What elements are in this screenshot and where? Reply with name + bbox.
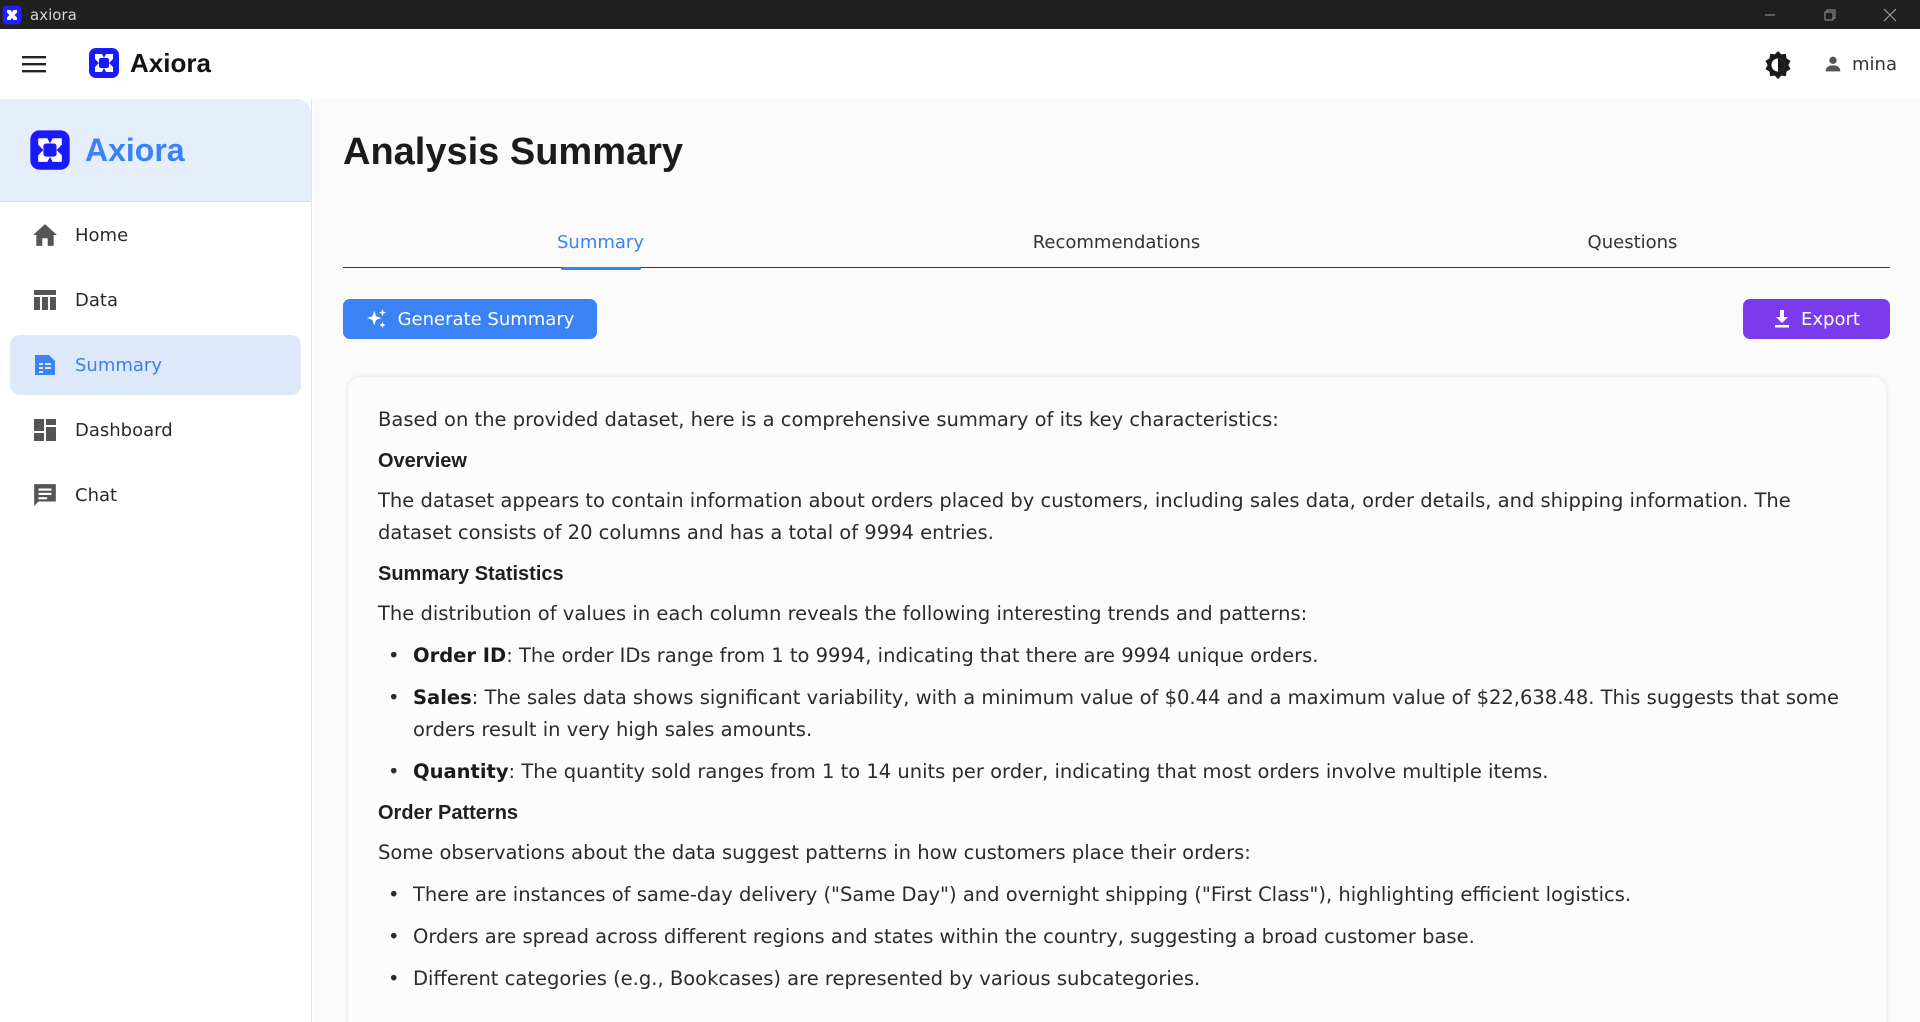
list-item [413, 682, 1858, 746]
axiora-logo-icon [29, 129, 71, 171]
list-item-text: : The order IDs range from 1 to 9994, indicating that there are 9994 unique orders. [506, 644, 1319, 667]
tab-summary[interactable] [343, 217, 858, 268]
restore-icon [1824, 9, 1836, 21]
tab-label: Summary [557, 232, 644, 253]
active-tab-indicator [561, 267, 641, 270]
list-item: • Different categories (e.g., Bookcases) are represented by various subcategories. [413, 963, 1858, 995]
menu-button[interactable] [18, 49, 50, 79]
sidebar-item-label: Dashboard [75, 419, 173, 441]
brightness-icon [1763, 50, 1793, 80]
hamburger-menu-icon [22, 54, 46, 74]
theme-toggle-button[interactable] [1762, 49, 1794, 81]
minimize-button[interactable] [1740, 0, 1800, 29]
list-item-term: Sales [413, 686, 472, 709]
window-titlebar [0, 0, 1920, 29]
export-label: Export [1801, 308, 1860, 330]
tab-label: Questions [1587, 232, 1678, 253]
table-icon [31, 286, 59, 314]
sidebar-item-summary[interactable] [10, 335, 301, 395]
list-item: • There are instances of same-day delivery ("Same Day") and overnight shipping ("First Class"), highlighting efficient logistics. [413, 879, 1858, 911]
sidebar-item-data[interactable] [10, 270, 301, 330]
axiora-logo-icon [88, 47, 120, 79]
overview-heading: Overview [378, 450, 467, 472]
appbar-brand[interactable] [88, 47, 211, 79]
sidebar-item-label: Home [75, 224, 129, 246]
chat-icon [31, 481, 59, 509]
overview-text: The dataset appears to contain information about orders placed by customers, including sales data, order details, and shipping information. The dataset consists of 20 columns and has a total of 9994 entries. [378, 489, 1791, 544]
home-icon [31, 221, 59, 249]
stats-list [413, 640, 1858, 788]
list-item-term: Order ID [413, 644, 507, 667]
sidebar [0, 99, 312, 1022]
generate-summary-label: Generate Summary [397, 308, 575, 330]
list-item-text: : The quantity sold ranges from 1 to 14 units per order, indicating that most orders involve multiple items. [508, 760, 1549, 783]
tab-label: Recommendations [1032, 232, 1201, 253]
sidebar-brand[interactable] [0, 99, 311, 202]
summary-intro: Based on the provided dataset, here is a comprehensive summary of its key characteristics: [378, 408, 1279, 431]
sparkle-icon [366, 308, 388, 330]
sidebar-brand-name: Axiora [85, 131, 185, 168]
page-title: Analysis Summary [343, 131, 684, 173]
minimize-icon [1764, 9, 1776, 21]
username: mina [1852, 53, 1897, 75]
list-item [413, 756, 1858, 788]
sidebar-item-label: Summary [75, 354, 162, 376]
list-item-text: : The sales data shows significant variability, with a minimum value of $0.44 and a maximum value of $22,638.48. This suggests that some orders result in very high sales amounts. [413, 686, 1839, 741]
user-menu[interactable] [1822, 47, 1897, 81]
sidebar-item-home[interactable] [10, 205, 301, 265]
download-icon [1773, 309, 1791, 329]
dashboard-icon [31, 416, 59, 444]
appbar-brand-name: Axiora [130, 47, 211, 78]
tab-recommendations[interactable] [859, 217, 1374, 268]
stats-text: The distribution of values in each column reveals the following interesting trends and patterns: [378, 602, 1308, 625]
summary-content [378, 404, 1858, 1005]
patterns-text: Some observations about the data suggest patterns in how customers place their orders: [378, 841, 1251, 864]
patterns-list [413, 879, 1858, 995]
close-button[interactable] [1860, 0, 1920, 29]
close-icon [1883, 8, 1897, 22]
export-button[interactable] [1743, 299, 1890, 339]
app-bar [0, 29, 1920, 99]
stats-heading: Summary Statistics [378, 563, 564, 585]
tab-questions[interactable] [1375, 217, 1890, 268]
list-item-term: Quantity [413, 760, 509, 783]
sidebar-item-label: Data [75, 289, 118, 311]
patterns-heading: Order Patterns [378, 802, 519, 824]
sidebar-item-label: Chat [75, 484, 118, 506]
user-icon [1822, 53, 1844, 75]
list-item: • Orders are spread across different regions and states within the country, suggesting a broad customer base. [413, 921, 1858, 953]
summary-icon [31, 351, 59, 379]
tab-bar [343, 217, 1890, 268]
generate-summary-button[interactable] [343, 299, 597, 339]
restore-button[interactable] [1800, 0, 1860, 29]
window-title: axiora [30, 5, 77, 24]
sidebar-item-dashboard[interactable] [10, 400, 301, 460]
list-item [413, 640, 1858, 672]
sidebar-item-chat[interactable] [10, 465, 301, 525]
app-logo-icon [2, 5, 22, 25]
